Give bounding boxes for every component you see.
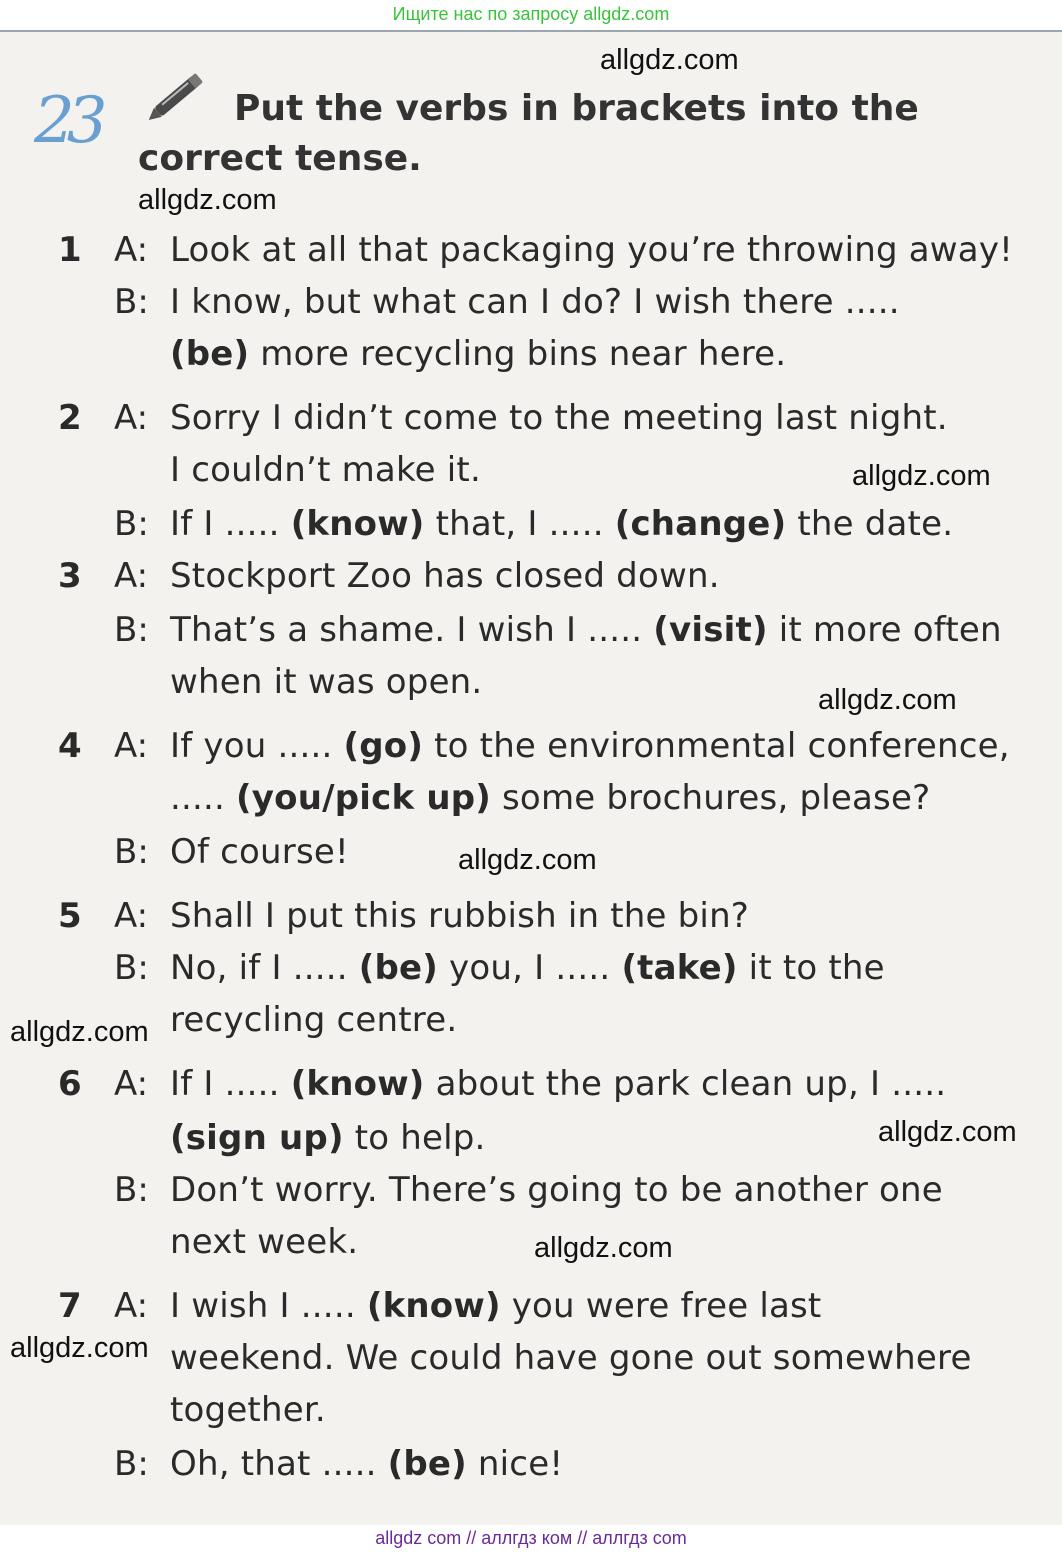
- verb-prompt: (know): [290, 1064, 425, 1104]
- speaker-a: A:: [114, 556, 149, 596]
- dialogue-line: [170, 948, 885, 988]
- dialogue-line: together.: [170, 1390, 326, 1430]
- dialogue-text: it to the: [737, 948, 885, 988]
- item-number: 2: [58, 398, 82, 438]
- verb-prompt: (you/pick up): [236, 778, 492, 818]
- dialogue-text: .....: [170, 778, 237, 818]
- footer-watermark: allgdz com // аллгдз ком // аллгдз com: [0, 1525, 1062, 1554]
- watermark: allgdz.com: [534, 1232, 673, 1264]
- speaker-a: A:: [114, 230, 149, 270]
- verb-prompt: (be): [358, 948, 439, 988]
- dialogue-line: when it was open.: [170, 662, 483, 702]
- dialogue-text: that, I .....: [424, 504, 615, 544]
- watermark: allgdz.com: [10, 1016, 149, 1048]
- dialogue-line: I know, but what can I do? I wish there .....: [170, 282, 900, 322]
- dialogue-text: the date.: [786, 504, 954, 544]
- dialogue-line: Stockport Zoo has closed down.: [170, 556, 720, 596]
- item-number: 6: [58, 1064, 82, 1104]
- dialogue-text: more recycling bins near here.: [249, 334, 787, 374]
- dialogue-text: to the environmental conference,: [423, 726, 1010, 766]
- verb-prompt: (take): [621, 948, 738, 988]
- title-line-2: correct tense.: [138, 138, 422, 179]
- watermark: allgdz.com: [852, 460, 991, 492]
- dialogue-line: [170, 1118, 486, 1158]
- watermark: allgdz.com: [818, 684, 957, 716]
- watermark: allgdz.com: [138, 184, 277, 216]
- speaker-a: A:: [114, 726, 149, 766]
- dialogue-text: it more often: [767, 610, 1002, 650]
- speaker-a: A:: [114, 1286, 149, 1326]
- dialogue-line: Look at all that packaging you’re throwing away!: [170, 230, 1013, 270]
- dialogue-text: If you .....: [170, 726, 344, 766]
- exercise-number: 23: [34, 84, 100, 158]
- dialogue-text: If I .....: [170, 504, 291, 544]
- exercise-title: [138, 84, 1018, 184]
- verb-prompt: (visit): [653, 610, 768, 650]
- dialogue-line: weekend. We could have gone out somewhere: [170, 1338, 972, 1378]
- speaker-a: A:: [114, 398, 149, 438]
- dialogue-line: Shall I put this rubbish in the bin?: [170, 896, 750, 936]
- search-banner: Ищите нас по запросу allgdz.com: [0, 0, 1062, 30]
- dialogue-text: you, I .....: [438, 948, 622, 988]
- dialogue-text: Oh, that .....: [170, 1444, 388, 1484]
- dialogue-line: [170, 726, 1010, 766]
- watermark: allgdz.com: [10, 1332, 149, 1364]
- dialogue-line: Of course!: [170, 832, 349, 872]
- dialogue-text: some brochures, please?: [491, 778, 931, 818]
- dialogue-text: to help.: [343, 1118, 486, 1158]
- dialogue-line: [170, 334, 786, 374]
- speaker-a: A:: [114, 1064, 149, 1104]
- speaker-b: B:: [114, 1444, 149, 1484]
- dialogue-line: [170, 1444, 563, 1484]
- speaker-a: A:: [114, 896, 149, 936]
- speaker-b: B:: [114, 504, 149, 544]
- dialogue-text: nice!: [466, 1444, 564, 1484]
- item-number: 4: [58, 726, 82, 766]
- item-number: 1: [58, 230, 82, 270]
- dialogue-line: [170, 1286, 821, 1326]
- dialogue-line: [170, 778, 930, 818]
- dialogue-text: No, if I .....: [170, 948, 359, 988]
- textbook-page: [0, 30, 1062, 1525]
- speaker-b: B:: [114, 832, 149, 872]
- dialogue-line: recycling centre.: [170, 1000, 458, 1040]
- verb-prompt: (be): [170, 334, 250, 374]
- dialogue-line: next week.: [170, 1222, 359, 1262]
- speaker-b: B:: [114, 610, 149, 650]
- dialogue-line: [170, 504, 953, 544]
- dialogue-text: about the park clean up, I .....: [424, 1064, 947, 1104]
- dialogue-line: [170, 1064, 946, 1104]
- item-number: 5: [58, 896, 82, 936]
- watermark: allgdz.com: [458, 844, 597, 876]
- dialogue-text: That’s a shame. I wish I .....: [170, 610, 654, 650]
- verb-prompt: (go): [343, 726, 424, 766]
- verb-prompt: (be): [387, 1444, 467, 1484]
- speaker-b: B:: [114, 948, 149, 988]
- dialogue-text: If I .....: [170, 1064, 291, 1104]
- verb-prompt: (know): [290, 504, 425, 544]
- dialogue-line: [170, 610, 1002, 650]
- dialogue-line: Don’t worry. There’s going to be another one: [170, 1170, 943, 1210]
- watermark: allgdz.com: [600, 44, 739, 76]
- item-number: 3: [58, 556, 82, 596]
- verb-prompt: (change): [614, 504, 787, 544]
- speaker-b: B:: [114, 1170, 149, 1210]
- speaker-b: B:: [114, 282, 149, 322]
- dialogue-line: Sorry I didn’t come to the meeting last night.: [170, 398, 948, 438]
- watermark: allgdz.com: [878, 1116, 1017, 1148]
- item-number: 7: [58, 1286, 82, 1326]
- verb-prompt: (know): [366, 1286, 501, 1326]
- dialogue-text: you were free last: [500, 1286, 822, 1326]
- dialogue-text: I wish I .....: [170, 1286, 367, 1326]
- verb-prompt: (sign up): [170, 1118, 344, 1158]
- title-line-1: Put the verbs in brackets into the: [234, 88, 919, 129]
- dialogue-line: I couldn’t make it.: [170, 450, 481, 490]
